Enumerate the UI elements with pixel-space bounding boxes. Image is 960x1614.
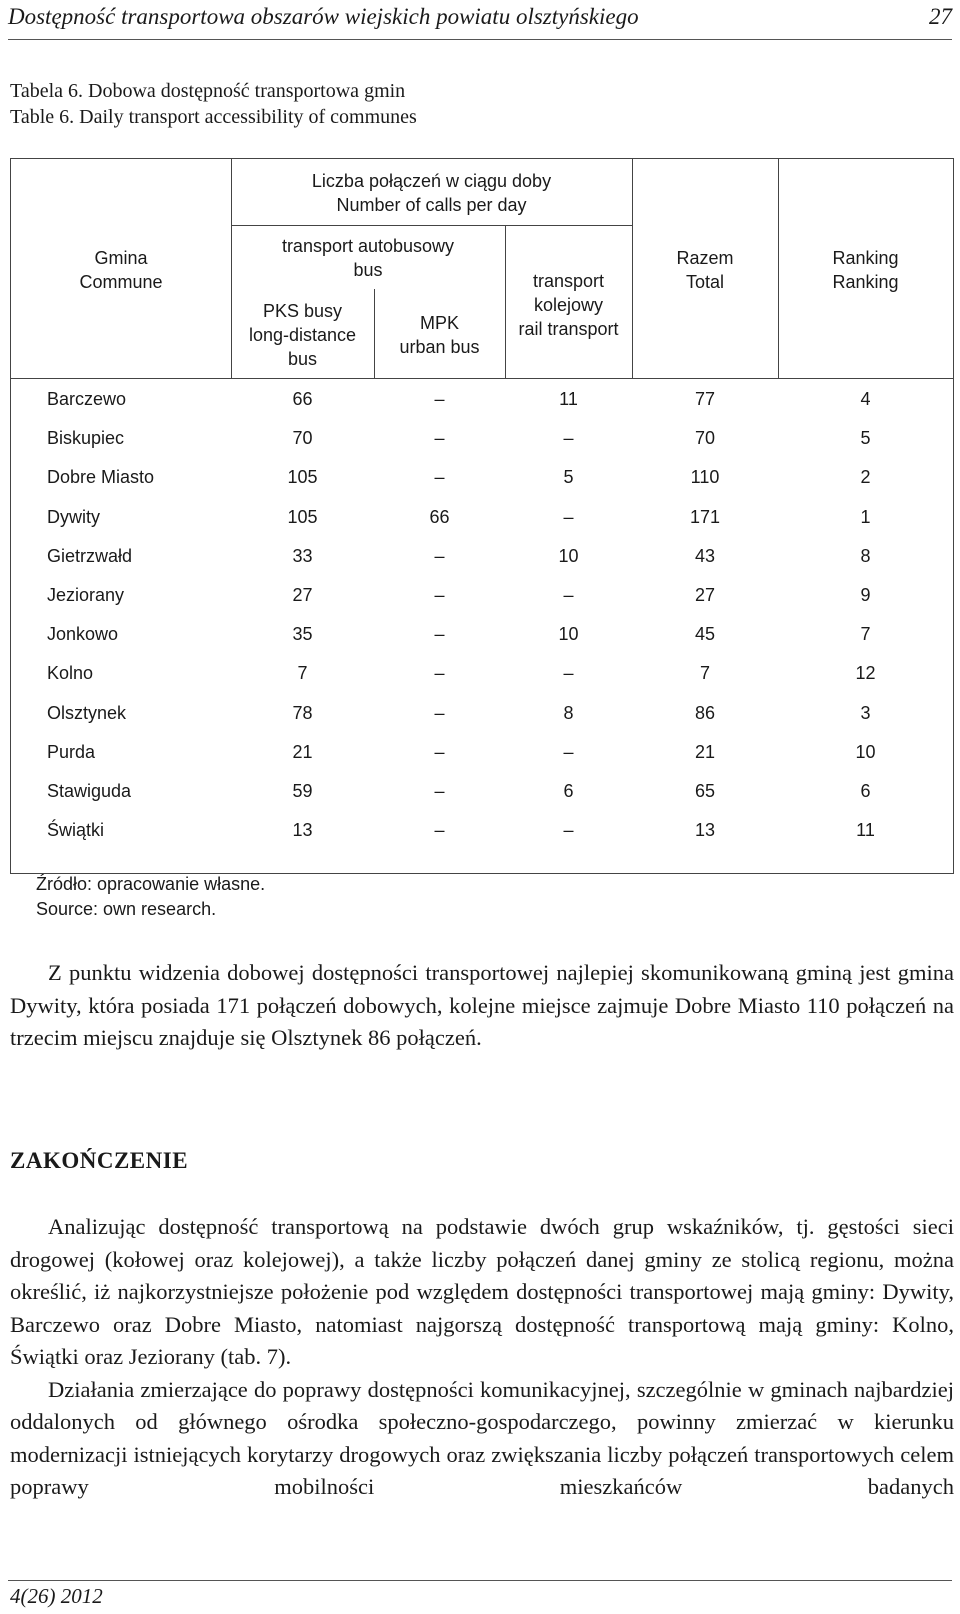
cell-rank: 10 (855, 742, 876, 762)
cell-mpk: – (434, 820, 445, 840)
cell-rank: 9 (860, 585, 871, 605)
page-number: 27 (929, 4, 952, 29)
cell-rank: 4 (860, 389, 871, 409)
cell-commune: Olsztynek (47, 703, 127, 723)
cell-mpk: – (434, 428, 445, 448)
header-pks: PKS busy long-distance bus (248, 301, 357, 369)
header-bus: transport autobusowy bus (281, 236, 455, 280)
cell-rail: – (563, 820, 574, 840)
cell-pks: 27 (292, 585, 313, 605)
source-en: Source: own research. (36, 899, 217, 919)
cell-mpk: – (434, 624, 445, 644)
header-calls: Liczba połączeń w ciągu doby Number of calls per day (311, 171, 552, 215)
cell-mpk: – (434, 546, 445, 566)
cell-mpk: – (434, 703, 445, 723)
cell-rail: – (563, 742, 574, 762)
cell-mpk: – (434, 467, 445, 487)
cell-commune: Świątki (47, 820, 105, 840)
cell-pks: 13 (292, 820, 313, 840)
cell-rail: – (563, 663, 574, 683)
cell-commune: Jeziorany (47, 585, 125, 605)
cell-rank: 1 (860, 507, 871, 527)
cell-rank: 3 (860, 703, 871, 723)
cell-commune: Stawiguda (47, 781, 132, 801)
cell-rank: 8 (860, 546, 871, 566)
table-row (11, 771, 953, 811)
table-row (11, 614, 953, 654)
cell-total: 171 (689, 507, 721, 527)
cell-pks: 78 (292, 703, 313, 723)
header-ranking: Ranking Ranking (832, 248, 899, 292)
cell-commune: Jonkowo (47, 624, 119, 644)
conclusion-paragraph: Analizując dostępność transportową na podstawie dwóch grup wskaźników, tj. gęstości sieci drogowej (kołowej oraz kolejowej), a także liczby połączeń danej gminy ze stolicą regionu, można określić, iż najkorzystniejsze położenie pod względem dostępności transportowej mają gminy: Dywity, Barczewo oraz Dobre Miasto, natomiast najgorszą dostępność transportową mają gminy: Kolno, Świątki oraz Jeziorany (tab. 7). (10, 1214, 954, 1369)
cell-pks: 59 (292, 781, 313, 801)
header-rule (8, 39, 952, 40)
table-row (11, 536, 953, 576)
cell-rank: 5 (860, 428, 871, 448)
cell-pks: 7 (297, 663, 308, 683)
cell-mpk: – (434, 389, 445, 409)
table-rule (231, 225, 632, 226)
cell-mpk: – (434, 781, 445, 801)
cell-total: 65 (694, 781, 716, 801)
cell-mpk: 66 (429, 507, 450, 527)
conclusion-text (10, 1211, 954, 1504)
cell-commune: Dobre Miasto (47, 467, 155, 487)
cell-rail: 8 (563, 703, 574, 723)
cell-total: 110 (690, 467, 720, 487)
cell-mpk: – (434, 663, 445, 683)
table-row (11, 457, 953, 497)
cell-rail: – (563, 428, 574, 448)
cell-pks: 66 (292, 389, 313, 409)
cell-pks: 35 (292, 624, 313, 644)
conclusion-paragraph: Działania zmierzające do poprawy dostępności komunikacyjnej, szczególnie w gminach najbardziej oddalonych od głównego ośrodka społeczno-gospodarczego, powinny zmierzać w kierunku modernizacji istniejących korytarzy drogowych oraz zwiększania liczby połączeń transportowych celem poprawy mobilności mieszkańców badanych (10, 1376, 954, 1499)
cell-pks: 70 (292, 428, 313, 448)
cell-pks: 21 (292, 742, 313, 762)
section-title: ZAKOŃCZENIE (10, 1148, 189, 1173)
caption-pl: Tabela 6. Dobowa dostępność transportowa gmin (10, 80, 406, 102)
cell-commune: Biskupiec (47, 428, 125, 448)
cell-total: 43 (694, 546, 716, 566)
cell-pks: 33 (292, 546, 313, 566)
running-head-title: Dostępność transportowa obszarów wiejskich powiatu olsztyńskiego (8, 4, 639, 29)
cell-pks: 105 (287, 507, 318, 527)
cell-total: 86 (694, 703, 716, 723)
cell-total: 70 (694, 428, 716, 448)
cell-rail: – (563, 585, 574, 605)
header-rail: transport kolejowy rail transport (518, 271, 619, 339)
cell-commune: Kolno (47, 663, 94, 683)
table-row (11, 575, 953, 615)
cell-commune: Dywity (47, 507, 100, 527)
running-head (8, 0, 952, 40)
cell-mpk: – (434, 742, 445, 762)
cell-rail: 5 (563, 467, 574, 487)
cell-total: 7 (699, 663, 710, 683)
cell-total: 27 (694, 585, 716, 605)
cell-total: 45 (694, 624, 716, 644)
body-paragraph (10, 957, 954, 1055)
cell-rank: 2 (860, 467, 871, 487)
source-pl: Źródło: opracowanie własne. (36, 874, 266, 894)
cell-rail: – (563, 507, 574, 527)
table-row (11, 497, 953, 537)
table-source (36, 872, 265, 922)
cell-pks: 105 (287, 467, 318, 487)
cell-total: 77 (694, 389, 716, 409)
cell-rank: 12 (855, 663, 876, 683)
header-total: Razem Total (676, 248, 734, 292)
cell-commune: Gietrzwałd (47, 546, 133, 566)
table-row (11, 732, 953, 772)
cell-rail: 6 (563, 781, 574, 801)
caption-en: Table 6. Daily transport accessibility of communes (10, 106, 417, 128)
table-row (11, 693, 953, 733)
footer-rule (8, 1580, 952, 1581)
header-mpk: MPK urban bus (399, 313, 480, 357)
transport-table (10, 158, 954, 874)
cell-rail: 10 (558, 624, 579, 644)
cell-commune: Purda (47, 742, 96, 762)
cell-rank: 11 (856, 820, 875, 840)
table-row (11, 810, 953, 850)
cell-total: 21 (694, 742, 716, 762)
cell-mpk: – (434, 585, 445, 605)
footer-issue: 4(26) 2012 (10, 1584, 103, 1608)
cell-rank: 7 (860, 624, 871, 644)
table-row (11, 379, 953, 419)
cell-rail: 11 (559, 389, 578, 409)
cell-rail: 10 (558, 546, 579, 566)
table-row (11, 418, 953, 458)
paragraph-text: Z punktu widzenia dobowej dostępności transportowej najlepiej skomunikowaną gminą jest gmina Dywity, która posiada 171 połączeń dobowych, kolejne miejsce zajmuje Dobre Miasto 110 połączeń na trzecim miejscu znajduje się Olsztynek 86 połączeń. (10, 960, 954, 1050)
cell-commune: Barczewo (47, 389, 127, 409)
header-commune: Gmina Commune (79, 248, 163, 292)
table-caption (10, 78, 417, 130)
cell-total: 13 (694, 820, 716, 840)
cell-rank: 6 (860, 781, 871, 801)
table-row (11, 653, 953, 693)
